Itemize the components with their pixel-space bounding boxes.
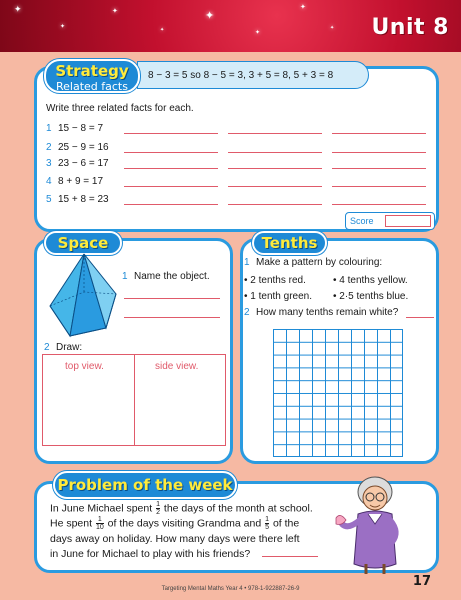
answer-line[interactable] [228,186,322,187]
problem-line: in June for Michael to play with his friends? [50,547,251,560]
bullet-icon: • [333,291,340,302]
answer-line[interactable] [124,133,218,134]
answer-line[interactable] [332,133,426,134]
answer-line[interactable] [124,152,218,153]
fraction-numerator: 1 [97,516,102,524]
unit-title: Unit 8 [371,15,449,40]
bullet-text: 2·5 tenths blue. [339,291,409,302]
fact-equation: 23 − 6 = 17 [58,158,109,169]
draw-divider [134,355,135,445]
problem-text-part: In June Michael spent [50,502,153,515]
tenths-question-2 [244,307,398,318]
bullet-text: 2 tenths red. [250,275,306,286]
fact-equation: 15 − 8 = 7 [58,123,104,134]
answer-line[interactable] [124,298,220,299]
bullet-item [333,275,408,286]
strategy-subtitle: Related facts [56,80,128,93]
problem-text [50,501,313,562]
strategy-tag [44,59,140,93]
bullet-item [333,291,408,302]
fact-row [46,176,103,187]
pyramid-image [44,252,120,340]
bullet-icon: • [244,275,251,286]
bullet-icon: • [333,275,340,286]
problem-text-part: of the [272,517,300,530]
fact-number: 3 [46,158,52,169]
sparkle-icon: ✦ [14,5,22,15]
fact-equation: 25 − 9 = 16 [58,142,109,153]
sparkle-icon: ✦ [205,9,215,22]
fact-number: 5 [46,194,52,205]
problem-title: Problem of the week [57,476,233,494]
fact-number: 4 [46,176,52,187]
page-number: 17 [412,574,431,589]
answer-line[interactable] [124,317,220,318]
bullet-item [244,275,306,286]
hundred-grid[interactable] [273,329,403,457]
problem-tag [53,471,237,499]
fraction-numerator: 1 [265,516,270,524]
problem-line [50,501,313,516]
bullet-item [244,291,312,302]
fact-number: 1 [46,123,52,134]
bullet-text: 4 tenths yellow. [339,275,408,286]
top-view-label: top view. [65,361,104,372]
question-text: Make a pattern by colouring: [256,257,383,268]
fraction-denominator: 10 [95,524,104,532]
question-number: 1 [122,271,128,282]
answer-line[interactable] [124,186,218,187]
bullet-icon: • [244,291,251,302]
problem-line: days away on holiday. How many days were there left [50,532,300,545]
space-question-2 [44,342,82,353]
problem-text-part: the days of the month at school. [163,502,313,515]
tenths-title: Tenths [261,234,318,252]
fraction-denominator: 5 [265,524,270,532]
score-label: Score [350,216,374,226]
problem-text-part: He spent [50,517,93,530]
sparkle-icon: ✦ [60,23,66,30]
fact-equation: 8 + 9 = 17 [58,176,104,187]
problem-text-part: of the days visiting Grandma and [107,517,262,530]
fact-row [46,123,103,134]
question-number: 1 [244,257,250,268]
answer-line[interactable] [262,556,318,557]
question-number: 2 [244,307,250,318]
answer-line[interactable] [332,186,426,187]
sparkle-icon: ✦ [160,27,165,33]
answer-line[interactable] [124,168,218,169]
fact-number: 2 [46,142,52,153]
fraction [96,516,104,531]
score-field[interactable] [385,215,431,227]
strategy-instruction: Write three related facts for each. [46,103,194,114]
question-number: 2 [44,342,50,353]
question-text: Draw: [56,342,83,353]
score-box [345,212,435,230]
answer-line[interactable] [332,152,426,153]
sparkle-icon: ✦ [330,25,335,31]
footer-credit: Targeting Mental Maths Year 4 • 978-1-922887-26-9 [161,586,300,592]
answer-line[interactable] [406,317,434,318]
question-text: How many tenths remain white? [256,307,399,318]
fraction-numerator: 1 [156,501,160,508]
answer-line[interactable] [124,204,218,205]
grandma-illustration [330,468,420,578]
sparkle-icon: ✦ [112,7,118,15]
fraction-denominator: 2 [156,509,160,516]
answer-line[interactable] [228,168,322,169]
answer-line[interactable] [228,204,322,205]
sparkle-icon: ✦ [255,29,261,36]
fact-row [46,194,109,205]
fraction [156,501,160,516]
side-view-label: side view. [155,361,199,372]
answer-line[interactable] [332,168,426,169]
answer-line[interactable] [228,133,322,134]
fraction [265,516,269,531]
sparkle-icon: ✦ [300,3,306,11]
answer-line[interactable] [332,204,426,205]
header-banner [0,0,461,52]
question-text: Name the object. [134,271,210,282]
space-question-1 [122,271,210,282]
fact-row [46,158,109,169]
tenths-tag [252,231,327,255]
problem-line [50,516,313,531]
strategy-title: Strategy [55,62,129,80]
fact-row [46,142,109,153]
fact-equation: 15 + 8 = 23 [58,194,109,205]
strategy-example: 8 − 3 = 5 so 8 − 5 = 3, 3 + 5 = 8, 5 + 3 = 8 [137,61,369,89]
bullet-text: 1 tenth green. [250,291,312,302]
space-title: Space [57,234,109,252]
draw-box[interactable] [42,354,226,446]
tenths-question-1 [244,257,382,268]
answer-line[interactable] [228,152,322,153]
